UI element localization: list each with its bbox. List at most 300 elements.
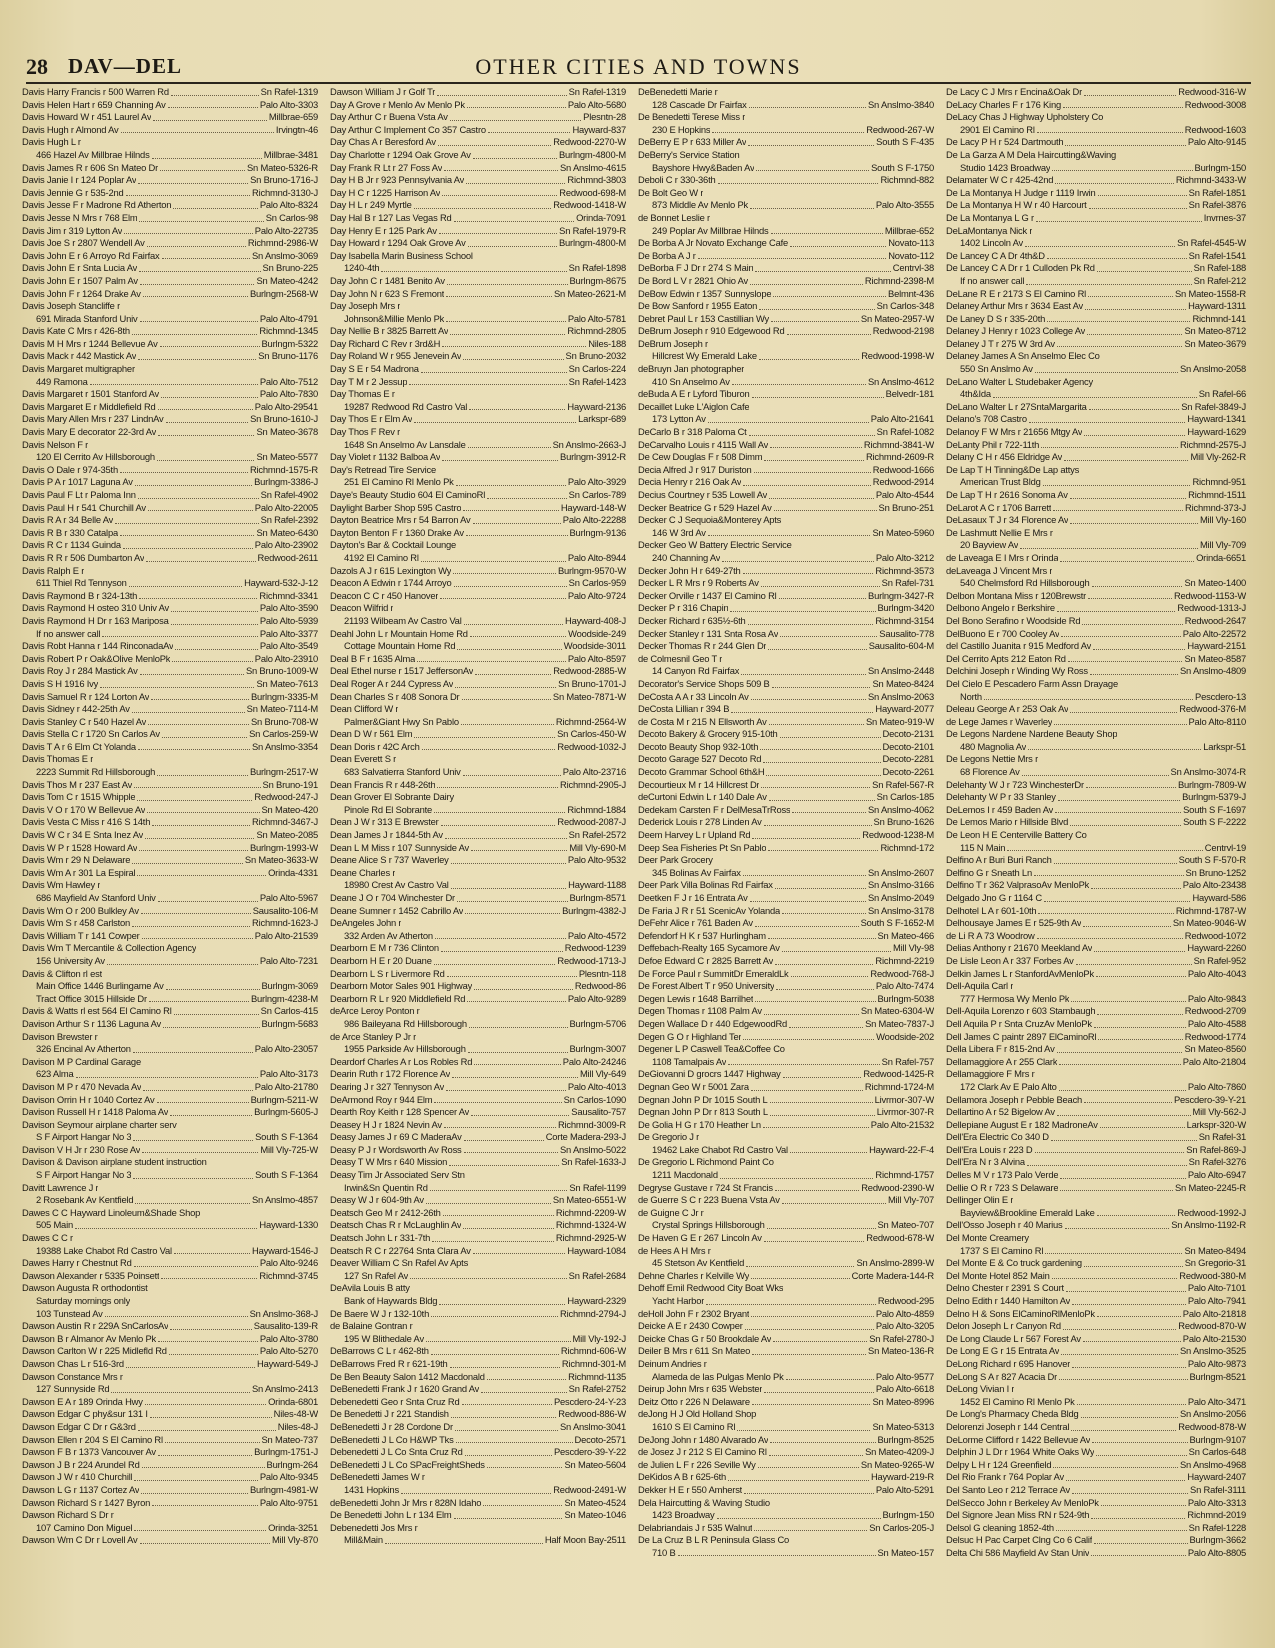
leader-dots bbox=[466, 527, 568, 536]
listing-entry bbox=[638, 275, 934, 288]
listing-entry bbox=[330, 99, 626, 112]
leader-dots bbox=[758, 1459, 859, 1468]
listing-phone: Sn Anslmo-2056 bbox=[1180, 1408, 1246, 1420]
listing-name: Dell Aquila P r Snta CruzAv MenloPk bbox=[946, 1017, 1092, 1029]
leader-dots bbox=[768, 930, 876, 939]
listing-phone: Sn Mateo-4209-J bbox=[865, 1446, 934, 1458]
listing-name: Davis Kate C Mrs r 426-8th bbox=[22, 325, 130, 337]
listing-entry bbox=[22, 993, 318, 1006]
listing-name: Dean James J r 1844-5th Av bbox=[330, 829, 443, 841]
listing-name: Delta Chi 586 Mayfield Av Stan Univ bbox=[946, 1546, 1090, 1558]
listing-name: 68 Florence Av bbox=[960, 766, 1020, 778]
listing-phone: Richmnd-1324-W bbox=[555, 1219, 626, 1231]
listing-entry bbox=[946, 829, 1246, 842]
leader-dots bbox=[487, 490, 567, 499]
page-number: 28 bbox=[26, 54, 48, 79]
listing-name: Del Cerrito Apts 212 Eaton Rd bbox=[946, 652, 1066, 664]
leader-dots bbox=[149, 993, 249, 1002]
listing-phone: Redwood-1238-M bbox=[862, 829, 934, 841]
listing-entry bbox=[638, 1358, 934, 1371]
listing-phone: Sn Anslmo-2049 bbox=[868, 892, 934, 903]
listing-entry bbox=[638, 804, 934, 817]
leader-dots bbox=[1028, 741, 1201, 750]
listing-name: deBruyn Jan photographer bbox=[638, 363, 745, 375]
listing-name: De Golia H G r 170 Heather Ln bbox=[638, 1118, 761, 1130]
leader-dots bbox=[417, 653, 566, 662]
listing-phone: Sn Anslmo-4612 bbox=[868, 375, 934, 387]
leader-dots bbox=[434, 1094, 561, 1103]
listing-name: Deane Alice S r 737 Waverley bbox=[330, 854, 449, 866]
listing-entry bbox=[330, 552, 626, 565]
leader-dots bbox=[748, 137, 874, 146]
listing-name: Delehanty W P r 33 Stanley bbox=[946, 791, 1056, 803]
listing-name: Davis Robt Hanna r 144 RinconadaAv bbox=[22, 640, 174, 652]
listing-name: Decoto Grammar School 6th&H bbox=[638, 766, 765, 778]
listing-name: Dawes C C Hayward Linoleum&Shade Shop bbox=[22, 1206, 201, 1218]
leader-dots bbox=[1060, 1182, 1173, 1191]
listing-name: DeBrum Joseph r 910 Edgewood Rd bbox=[638, 325, 785, 337]
listing-entry bbox=[946, 905, 1246, 918]
listing-phone: Sn Carlos-789 bbox=[568, 489, 626, 500]
listing-entry bbox=[946, 1484, 1246, 1497]
leader-dots bbox=[140, 276, 255, 285]
listing-name: Deane Charles r bbox=[330, 866, 396, 878]
listing-name: De Faria J R r 51 ScenicAv Yolanda bbox=[638, 904, 781, 916]
listing-name: Davis Raymond H osteo 310 Univ Av bbox=[22, 602, 169, 614]
listing-entry bbox=[330, 968, 626, 981]
listing-name: deBenedetti John Jr Mrs r 828N Idaho bbox=[330, 1496, 482, 1508]
listing-entry bbox=[946, 968, 1246, 981]
listing-phone: Richmnd-3433-W bbox=[1175, 174, 1246, 186]
leader-dots bbox=[768, 842, 878, 851]
listing-name: Dearth Roy Keith r 128 Spencer Av bbox=[330, 1106, 470, 1118]
listing-phone: Sn Anslmo-4062 bbox=[868, 803, 934, 815]
listing-entry bbox=[22, 1018, 318, 1031]
listing-name: If no answer call bbox=[960, 274, 1025, 286]
listing-phone: Sn Carlos-648 bbox=[1188, 1446, 1246, 1458]
listing-name: Dellamora Joseph r Pebble Beach bbox=[946, 1093, 1083, 1105]
listing-phone: Palo Alto-29541 bbox=[254, 400, 318, 412]
listing-phone: Sn Anslmo-2058 bbox=[1180, 363, 1246, 375]
listing-entry bbox=[330, 1031, 626, 1044]
leader-dots bbox=[770, 1094, 873, 1103]
listing-phone: Palo Alto-9289 bbox=[567, 992, 626, 1004]
leader-dots bbox=[1053, 502, 1183, 511]
listing-name: 14 Canyon Rd Fairfax bbox=[652, 665, 740, 677]
listing-entry bbox=[22, 753, 318, 766]
listing-name: Day Richard C Rev r 3rd&H bbox=[330, 337, 441, 349]
listing-entry bbox=[946, 514, 1246, 527]
listing-name: Day Thos E r Elm Av bbox=[330, 413, 413, 425]
leader-dots bbox=[783, 1069, 862, 1078]
listing-phone: Sn Anslmo-2448 bbox=[868, 665, 934, 677]
leader-dots bbox=[759, 301, 875, 310]
listing-name: Dawson Richard S r 1427 Byron bbox=[22, 1496, 151, 1508]
listing-entry bbox=[22, 1232, 318, 1245]
listing-phone: Sn Mateo-6304-W bbox=[860, 1005, 934, 1017]
listing-entry bbox=[638, 363, 934, 376]
listing-name: Delfino A r Buri Buri Ranch bbox=[946, 854, 1052, 866]
listing-entry bbox=[638, 288, 934, 301]
listing-entry bbox=[22, 565, 318, 578]
listing-phone: Mill Vly-98 bbox=[892, 942, 934, 954]
listing-entry bbox=[330, 489, 626, 502]
listing-entry bbox=[946, 476, 1246, 489]
listing-name: Davis R A r 34 Belle Av bbox=[22, 514, 114, 526]
listing-name: Deatsch John L r 331-7th bbox=[330, 1232, 431, 1244]
listing-phone: Sn Rafel-3876 bbox=[1188, 199, 1246, 211]
listing-name: De Lacy C J Mrs r Encina&Oak Dr bbox=[946, 86, 1083, 97]
listing-name: Deasy P J r Wordsworth Av Ross bbox=[330, 1143, 462, 1155]
leader-dots bbox=[385, 1535, 543, 1544]
leader-dots bbox=[698, 250, 887, 259]
listing-entry bbox=[330, 262, 626, 275]
listing-phone: Sn Carlos-259-W bbox=[249, 728, 318, 740]
listing-name: Debenedetti J L Co Snta Cruz Rd bbox=[330, 1446, 463, 1458]
leader-dots bbox=[1063, 1321, 1176, 1330]
listing-entry bbox=[946, 1081, 1246, 1094]
listing-phone: Woodside-3011 bbox=[563, 640, 626, 652]
listing-name: Deacon C C r 450 Hanover bbox=[330, 589, 439, 601]
leader-dots bbox=[1057, 1107, 1191, 1116]
listing-phone: Sn Bruno-1252 bbox=[1185, 866, 1246, 878]
listing-name: Deaver William C Sn Rafel Av Apts bbox=[330, 1257, 469, 1269]
listing-name: Davison M P r 470 Nevada Av bbox=[22, 1080, 142, 1092]
listing-phone: Richmnd-951 bbox=[1192, 476, 1246, 488]
listing-name: Delabriandais J r 535 Walnut bbox=[638, 1521, 753, 1533]
listing-phone: Sn Mateo-5313 bbox=[872, 1420, 934, 1432]
listing-name: DeKidos A B r 625-6th bbox=[638, 1471, 727, 1483]
leader-dots bbox=[138, 490, 259, 499]
listing-entry bbox=[946, 1522, 1246, 1535]
listing-entry bbox=[22, 136, 318, 149]
leader-dots bbox=[790, 1144, 867, 1153]
listing-entry bbox=[22, 640, 318, 653]
listing-name: de Li R A 73 Woodrow bbox=[946, 929, 1035, 941]
listing-phone: Redwood-2390-W bbox=[861, 1181, 934, 1193]
leader-dots bbox=[768, 641, 866, 650]
listing-name: Davison Orrin H r 1040 Cortez Av bbox=[22, 1093, 155, 1105]
listing-name: Decorator's Service Shops 509 B bbox=[638, 677, 770, 689]
leader-dots bbox=[1081, 1409, 1178, 1418]
leader-dots bbox=[790, 238, 886, 247]
listing-phone: Sn Anslmo-5022 bbox=[560, 1143, 626, 1155]
listing-entry bbox=[22, 1043, 318, 1056]
listing-name: Davis Raymond H Dr r 163 Mariposa bbox=[22, 614, 169, 626]
listing-name: Davis R C r 1134 Guinda bbox=[22, 539, 121, 551]
listing-name: Degen Wallace D r 440 EdgewoodRd bbox=[638, 1017, 788, 1029]
listing-entry bbox=[946, 124, 1246, 137]
listing-entry bbox=[22, 325, 318, 338]
listing-name: Day Violet r 1132 Balboa Av bbox=[330, 451, 441, 463]
listing-name: Dazols A J r 615 Lexington Wy bbox=[330, 564, 452, 576]
listing-entry bbox=[330, 955, 626, 968]
listing-entry bbox=[946, 136, 1246, 149]
leader-dots bbox=[1086, 779, 1176, 788]
leader-dots bbox=[718, 175, 879, 184]
listing-entry bbox=[946, 225, 1246, 238]
leader-dots bbox=[1026, 276, 1191, 285]
listing-name: Del Cielo E Pescadero Farm Assn Drayage bbox=[946, 677, 1118, 689]
listing-name: Deahl John L r Mountain Home Rd bbox=[330, 627, 468, 639]
listing-entry bbox=[22, 892, 318, 905]
listing-phone: Palo Alto-24246 bbox=[562, 1055, 626, 1067]
listing-entry bbox=[22, 590, 318, 603]
listing-entry bbox=[946, 1005, 1246, 1018]
leader-dots bbox=[162, 250, 250, 259]
listing-entry bbox=[22, 1194, 318, 1207]
listing-name: Deasy T W Mrs r 640 Mission bbox=[330, 1156, 448, 1168]
listing-entry bbox=[330, 791, 626, 804]
listing-name: Delno Edith r 1440 Hamilton Av bbox=[946, 1295, 1071, 1306]
listing-phone: Sn Mateo-9265-W bbox=[860, 1458, 934, 1470]
leader-dots bbox=[1066, 1472, 1185, 1481]
listing-phone: Pescdero-39-Y-21 bbox=[1173, 1093, 1246, 1105]
listing-name: 1108 Tamalpais Av bbox=[652, 1055, 727, 1067]
listing-phone: Palo Alto-21818 bbox=[1182, 1307, 1246, 1319]
listing-phone: Sausalito-106-M bbox=[252, 904, 318, 916]
listing-name: Decker John H r 649-27th bbox=[638, 564, 741, 576]
listing-entry bbox=[638, 1434, 934, 1447]
listing-entry bbox=[638, 716, 934, 729]
listing-name: Deboli C r 330-36th bbox=[638, 174, 716, 186]
listing-phone: Sn Anslmo-2413 bbox=[252, 1383, 318, 1395]
listing-entry bbox=[330, 1308, 626, 1321]
listing-phone: Niles-188 bbox=[588, 337, 626, 349]
listing-name: 128 Cascade Dr Fairfax bbox=[652, 98, 747, 110]
listing-phone: Sn Anslmo-3354 bbox=[252, 740, 318, 752]
leader-dots bbox=[751, 1308, 873, 1317]
listing-entry bbox=[330, 539, 626, 552]
listing-phone: Hayward-22-F-4 bbox=[869, 1143, 934, 1155]
listing-entry bbox=[330, 413, 626, 426]
leader-dots bbox=[170, 1107, 252, 1116]
listing-name: Debenedetti Jos Mrs r bbox=[330, 1521, 418, 1533]
leader-dots bbox=[471, 1107, 569, 1116]
leader-dots bbox=[111, 1384, 250, 1393]
listing-entry bbox=[330, 1131, 626, 1144]
listing-entry bbox=[946, 162, 1246, 175]
leader-dots bbox=[457, 641, 561, 650]
leader-dots bbox=[743, 867, 866, 876]
listing-entry bbox=[946, 1131, 1246, 1144]
leader-dots bbox=[126, 1359, 255, 1368]
leader-dots bbox=[442, 452, 558, 461]
listing-entry bbox=[330, 1446, 626, 1459]
listing-entry bbox=[946, 99, 1246, 112]
listing-name: Dawson L G r 1137 Cortez Av bbox=[22, 1483, 140, 1495]
listing-entry bbox=[330, 640, 626, 653]
listing-phone: Sn Rafel-1541 bbox=[1188, 249, 1246, 261]
listing-entry bbox=[330, 1497, 626, 1510]
listing-entry bbox=[946, 1156, 1246, 1169]
leader-dots bbox=[1072, 1359, 1186, 1368]
leader-dots bbox=[143, 288, 248, 297]
listing-phone: Pescdero-39-Y-22 bbox=[553, 1446, 626, 1458]
leader-dots bbox=[789, 1019, 863, 1028]
leader-dots bbox=[470, 628, 566, 637]
listing-entry bbox=[638, 640, 934, 653]
listing-entry bbox=[638, 502, 934, 515]
listing-entry bbox=[22, 1270, 318, 1283]
leader-dots bbox=[787, 326, 871, 335]
listing-entry bbox=[330, 350, 626, 363]
listing-entry bbox=[330, 514, 626, 527]
listing-phone: Palo Alto-4043 bbox=[1187, 967, 1246, 979]
leader-dots bbox=[115, 515, 259, 524]
listing-phone: Burlngm-4382-J bbox=[562, 904, 626, 916]
listing-phone: Palo Alto-5781 bbox=[567, 312, 626, 324]
listing-entry bbox=[330, 325, 626, 338]
leader-dots bbox=[1087, 326, 1182, 335]
listing-name: Delias Anthony r 21670 Meekland Av bbox=[946, 942, 1093, 954]
listing-name: Dehne Charles r Kelville Wy bbox=[638, 1269, 750, 1281]
listing-entry bbox=[22, 514, 318, 527]
listing-phone: Sn Anslmo-368-J bbox=[249, 1307, 318, 1319]
listing-entry bbox=[330, 917, 626, 930]
listing-phone: Decoto-2571 bbox=[574, 1433, 626, 1445]
listing-phone: Sn Rafel-2684 bbox=[568, 1269, 626, 1281]
listing-name: Bayshore Hwy&Baden Av bbox=[652, 161, 755, 173]
listing-phone: Richmnd-2575-J bbox=[1180, 438, 1246, 450]
listing-name: Delaney J Henry r 1023 College Av bbox=[946, 325, 1086, 337]
listing-entry bbox=[638, 1043, 934, 1056]
listing-phone: Burlngm-2517-W bbox=[249, 766, 318, 778]
listing-entry bbox=[638, 187, 934, 200]
listing-phone: Palo Alto-7474 bbox=[875, 980, 934, 992]
listing-name: Davis P A r 1017 Laguna Av bbox=[22, 476, 133, 488]
listing-entry bbox=[22, 1257, 318, 1270]
listing-name: Delno Chester r 2391 S Court bbox=[946, 1282, 1064, 1294]
listing-entry bbox=[946, 539, 1246, 552]
listing-phone: Palo Alto-3377 bbox=[259, 627, 318, 639]
listing-name: Crystal Springs Hillsborough bbox=[652, 1219, 765, 1231]
leader-dots bbox=[173, 200, 257, 209]
leader-dots bbox=[764, 817, 872, 826]
listing-entry bbox=[638, 753, 934, 766]
listing-entry bbox=[330, 691, 626, 704]
listing-phone: Palo Alto-22735 bbox=[254, 224, 318, 236]
listing-name: Degnan John P Dr 1015 South L bbox=[638, 1093, 768, 1105]
leader-dots bbox=[139, 263, 260, 272]
leader-dots bbox=[1092, 578, 1183, 587]
listing-entry bbox=[946, 1182, 1246, 1195]
leader-dots bbox=[468, 1044, 568, 1053]
listing-phone: Redwood-1032-J bbox=[557, 740, 626, 752]
listing-phone: Sn Mateo-157 bbox=[877, 1546, 934, 1558]
listing-name: Day T M r 2 Jessup bbox=[330, 375, 408, 387]
listing-entry bbox=[638, 514, 934, 527]
listing-entry bbox=[330, 1018, 626, 1031]
listing-name: Dearborn R L r 920 Middlefield Rd bbox=[330, 992, 466, 1004]
listing-phone: Palo Alto-3205 bbox=[875, 1320, 934, 1332]
leader-dots bbox=[467, 993, 566, 1002]
listing-entry bbox=[946, 1257, 1246, 1270]
leader-dots bbox=[1058, 792, 1180, 801]
listing-entry bbox=[946, 212, 1246, 225]
leader-dots bbox=[120, 464, 248, 473]
leader-dots bbox=[158, 401, 253, 410]
listing-name: Davis Wm S r 458 Carlston bbox=[22, 917, 131, 929]
listing-entry bbox=[22, 678, 318, 691]
listing-name: De Benedetti John L r 134 Elm bbox=[330, 1509, 452, 1521]
leader-dots bbox=[450, 112, 581, 121]
listing-name: Deatsch Chas R r McLaughlin Av bbox=[330, 1219, 462, 1231]
listing-name: 195 W Blithedale Av bbox=[344, 1332, 424, 1344]
leader-dots bbox=[750, 200, 874, 209]
listing-entry bbox=[946, 275, 1246, 288]
listing-phone: Hayward-1629 bbox=[1187, 426, 1246, 438]
listing-entry bbox=[946, 1144, 1246, 1157]
leader-dots bbox=[1097, 1006, 1182, 1015]
listing-phone: South S F-1750 bbox=[871, 161, 934, 173]
listing-entry bbox=[22, 250, 318, 263]
leader-dots bbox=[1044, 893, 1190, 902]
listing-phone: Palo Alto-9751 bbox=[259, 1496, 318, 1508]
listing-entry bbox=[638, 237, 934, 250]
listing-name: Davison Seymour airplane charter serv bbox=[22, 1118, 177, 1130]
listing-entry bbox=[22, 426, 318, 439]
listing-phone: Redwood-2198 bbox=[872, 325, 934, 337]
leader-dots bbox=[1090, 666, 1178, 675]
leader-dots bbox=[443, 1207, 554, 1216]
listing-name: 4192 El Camino Rl bbox=[344, 551, 419, 563]
listing-entry bbox=[946, 1219, 1246, 1232]
listing-name: Dell'Era Electric Co 340 D bbox=[946, 1131, 1049, 1143]
listing-phone: Palo Alto-9246 bbox=[259, 1257, 318, 1269]
listing-entry bbox=[946, 590, 1246, 603]
listing-phone: South S F-2222 bbox=[1183, 816, 1246, 828]
listing-name: Debret Paul L r 153 Castillian Wy bbox=[638, 312, 770, 324]
listing-name: Davis Nelson F r bbox=[22, 438, 89, 450]
listing-phone: Orinda-3251 bbox=[268, 1521, 318, 1533]
listing-phone: Mill Vly-562-J bbox=[1192, 1106, 1246, 1118]
listing-phone: Burlngm-1751-J bbox=[254, 1446, 318, 1458]
listing-name: DeBarrows Fred R r 621-19th bbox=[330, 1357, 448, 1369]
listing-phone: Palo Alto-6618 bbox=[875, 1383, 934, 1395]
listing-phone: Burlngm-8571 bbox=[569, 892, 626, 903]
listing-entry bbox=[638, 1094, 934, 1107]
listing-name: Davis Wm A r 301 La Espiral bbox=[22, 866, 136, 878]
leader-dots bbox=[1091, 1547, 1185, 1556]
listing-phone: Richmnd-1345 bbox=[259, 325, 318, 337]
listing-name: Delkin James L r StanfordAvMenloPk bbox=[946, 967, 1094, 979]
listing-name: 710 B bbox=[652, 1546, 676, 1558]
listing-phone: Palo Alto-9724 bbox=[567, 589, 626, 601]
listing-phone: Palo Alto-3173 bbox=[259, 1068, 318, 1080]
leader-dots bbox=[779, 590, 866, 599]
listing-name: De Baere W J r 132-10th bbox=[330, 1307, 430, 1319]
leader-dots bbox=[754, 1522, 867, 1531]
listing-phone: Hayward-586 bbox=[1192, 892, 1246, 903]
listing-name: DeBenedetti J L Co SPacFreightSheds bbox=[330, 1458, 485, 1470]
listing-entry bbox=[638, 1295, 934, 1308]
listing-name: Dellinger Olin E r bbox=[946, 1194, 1014, 1206]
listing-entry bbox=[946, 791, 1246, 804]
listing-name: DeBenedetti Frank J r 1620 Grand Av bbox=[330, 1383, 480, 1395]
listing-entry bbox=[946, 1194, 1246, 1207]
listing-name: DeBrum Joseph r bbox=[638, 337, 708, 349]
leader-dots bbox=[1084, 1258, 1183, 1267]
listing-entry bbox=[638, 250, 934, 263]
listing-entry bbox=[330, 1396, 626, 1409]
listing-phone: South S F-435 bbox=[876, 136, 934, 148]
leader-dots bbox=[755, 918, 859, 927]
listing-phone: Palo Alto-3929 bbox=[567, 476, 626, 488]
listing-name: Alameda de las Pulgas Menlo Pk bbox=[652, 1370, 784, 1382]
listing-phone: Sn Anslmo-2899-W bbox=[856, 1257, 934, 1269]
listing-entry bbox=[946, 502, 1246, 515]
